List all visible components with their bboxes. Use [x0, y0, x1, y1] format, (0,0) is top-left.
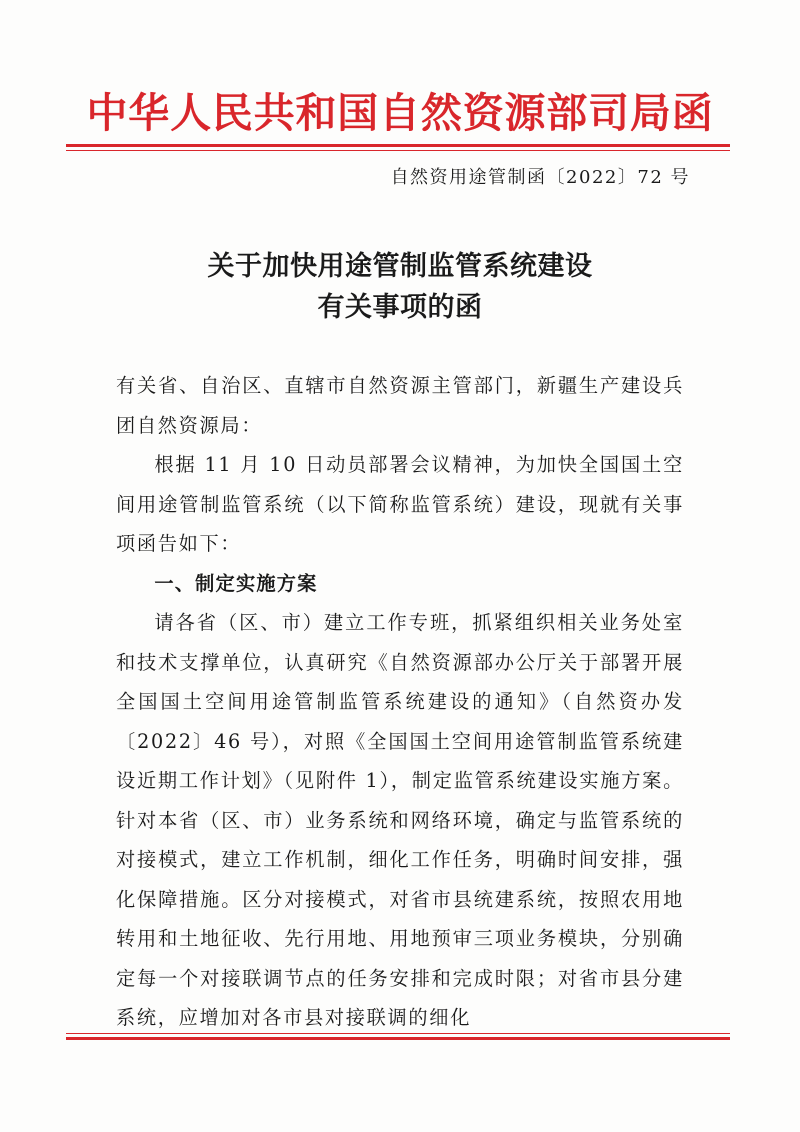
- intro-paragraph: 根据 11 月 10 日动员部署会议精神，为加快全国国土空间用途管制监管系统（以下简称监管系统）建设，现就有关事项函告如下：: [116, 453, 684, 555]
- letterhead-rule-thin: [66, 150, 730, 151]
- section-1-heading: 一、制定实施方案: [154, 571, 318, 595]
- footer-rule-thick: [66, 1037, 730, 1040]
- document-title-line-2: 有关事项的函: [317, 292, 483, 323]
- document-body: [116, 366, 684, 1038]
- letterhead-title: 中华人民共和国自然资源部司局函: [86, 89, 714, 137]
- section-1-paragraph: 请各省（区、市）建立工作专班，抓紧组织相关业务处室和技术支撑单位，认真研究《自然资源部办公厅关于部署开展全国国土空间用途管制监管系统建设的通知》（自然资办发〔2022〕46 号），对照《全国国土空间用途管制监管系统建设近期工作计划》（见附件 1），制定监管系统建设实施方案。针对本省（区、市）业务系统和网络环境，确定与监管系统的对接模式，建立工作机制，细化工作任务，明确时间安排，强化保障措施。区分对接模式，对省市县统建系统，按照农用地转用和土地征收、先行用地、用地预审三项业务模块，分别确定每一个对接联调节点的任务安排和完成时限；对省市县分建系统，应增加对各市县对接联调的细化: [116, 611, 684, 1029]
- footer-rule-thin: [66, 1033, 730, 1034]
- document-number: 自然资用途管制函〔2022〕72 号: [390, 167, 690, 188]
- letterhead-rule-thick: [66, 144, 730, 147]
- document-title-line-1: 关于加快用途管制监管系统建设: [207, 251, 593, 282]
- salutation: 有关省、自治区、直辖市自然资源主管部门，新疆生产建设兵团自然资源局：: [116, 374, 684, 437]
